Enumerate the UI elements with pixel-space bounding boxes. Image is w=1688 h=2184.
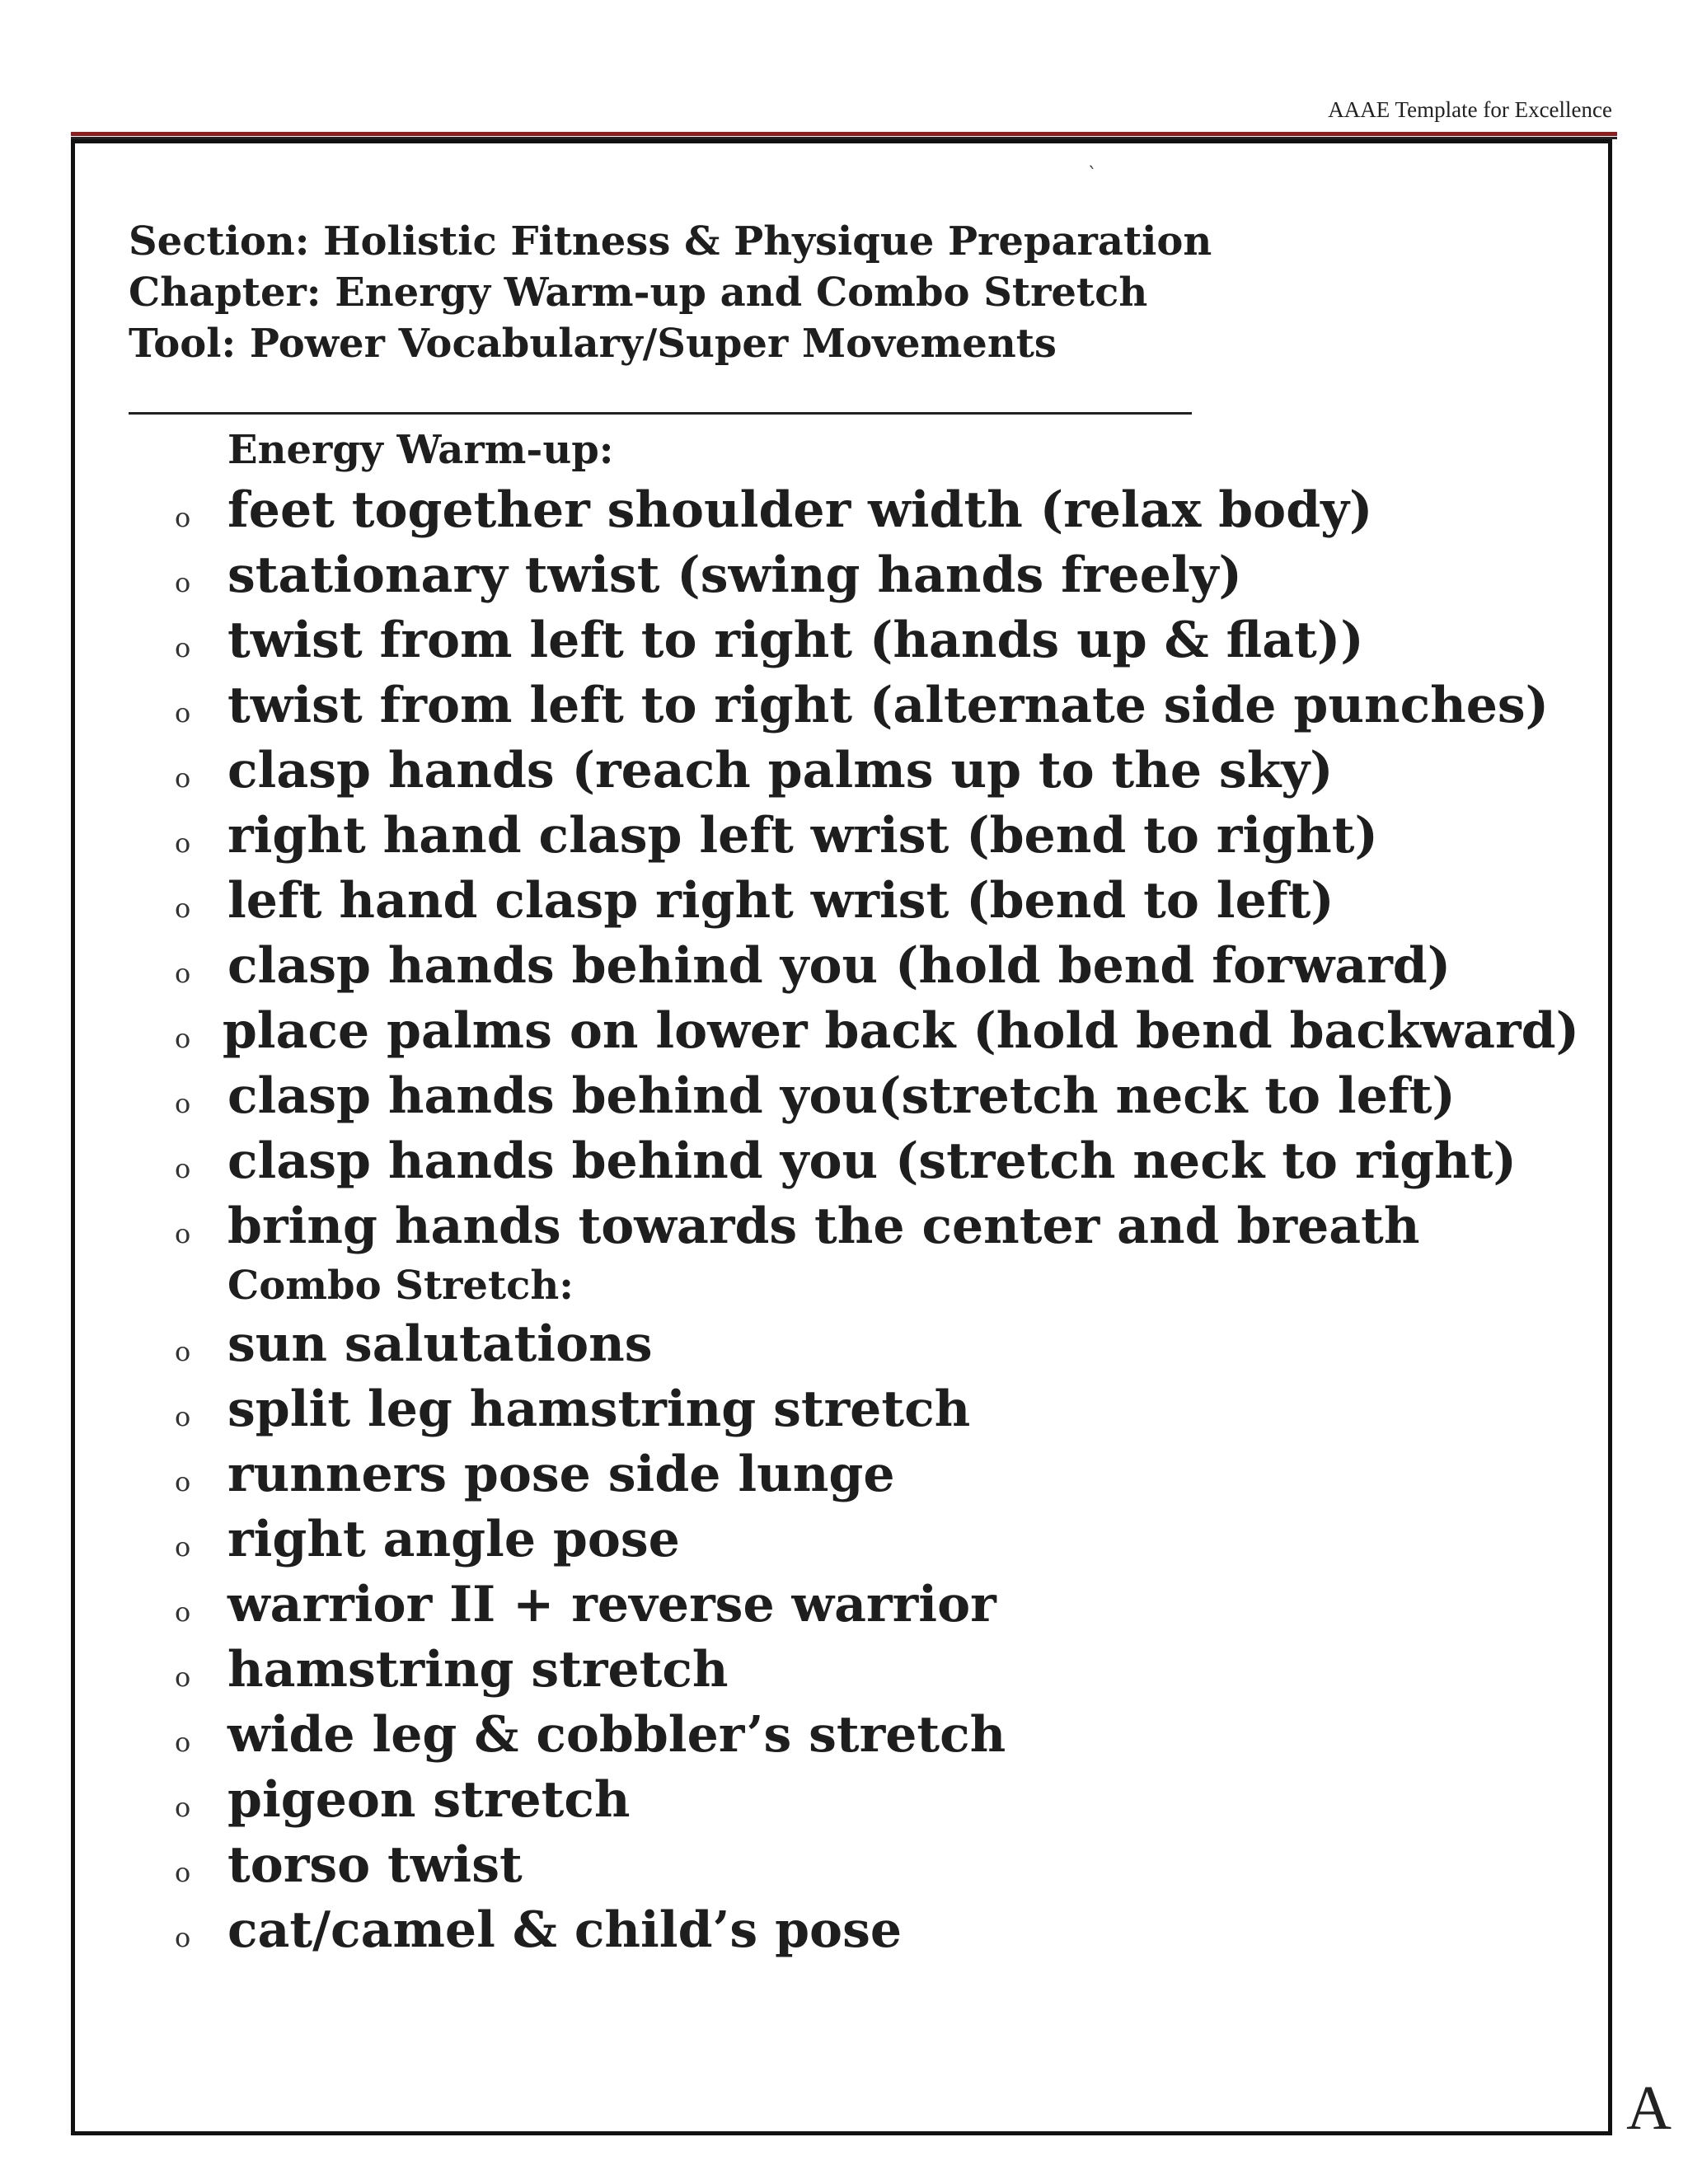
bullet-marker: o xyxy=(175,1857,191,1888)
bullet-marker: o xyxy=(175,632,191,663)
list-item-text: right angle pose xyxy=(227,1511,680,1568)
list-item-text: place palms on lower back (hold bend backward) xyxy=(222,1002,1579,1060)
list-item xyxy=(129,1129,1579,1194)
list-item-text: feet together shoulder width (relax body) xyxy=(227,481,1373,539)
list-item xyxy=(129,869,1579,934)
section-title: Section: Holistic Fitness & Physique Preparation xyxy=(129,218,1212,265)
list-item-text: wide leg & cobbler’s stretch xyxy=(227,1706,1006,1764)
bullet-marker: o xyxy=(175,567,191,598)
list-item xyxy=(129,1377,1579,1442)
bullet-marker: o xyxy=(175,1336,191,1367)
list-item xyxy=(129,543,1579,608)
list-item-text: clasp hands (reach palms up to the sky) xyxy=(227,742,1334,799)
bullet-marker: o xyxy=(175,958,191,989)
list-item-text: twist from left to right (alternate side punches) xyxy=(227,677,1550,734)
list-item xyxy=(129,673,1579,738)
header-note: AAAE Template for Excellence xyxy=(1328,97,1612,122)
list-item xyxy=(129,1194,1579,1259)
tool-title: Tool: Power Vocabulary/Super Movements xyxy=(129,321,1057,367)
combo-list xyxy=(129,1312,1579,1963)
list-item-text: runners pose side lunge xyxy=(227,1446,895,1503)
list-item-text: hamstring stretch xyxy=(227,1641,729,1699)
list-item xyxy=(129,934,1579,999)
heading-block xyxy=(129,216,1212,369)
bullet-marker: o xyxy=(175,1596,191,1628)
list-item xyxy=(129,738,1579,804)
list-item xyxy=(129,608,1579,673)
bullet-marker: o xyxy=(175,1218,191,1249)
bullet-marker: o xyxy=(175,1023,191,1054)
list-item xyxy=(129,1312,1579,1377)
list-item-text: left hand clasp right wrist (bend to left) xyxy=(227,872,1334,930)
bullet-marker: o xyxy=(175,1727,191,1758)
list-item-text: twist from left to right (hands up & flat)) xyxy=(227,612,1364,669)
chapter-title: Chapter: Energy Warm-up and Combo Stretch xyxy=(129,269,1148,316)
bullet-marker: o xyxy=(175,1661,191,1693)
list-item-text: cat/camel & child’s pose xyxy=(227,1901,903,1959)
bullet-marker: o xyxy=(175,1922,191,1953)
list-item-text: stationary twist (swing hands freely) xyxy=(227,546,1242,604)
bullet-marker: o xyxy=(175,1088,191,1119)
list-item-text: clasp hands behind you (hold bend forward) xyxy=(227,937,1451,995)
warmup-list xyxy=(129,478,1579,1259)
bullet-marker: o xyxy=(175,893,191,924)
list-item-text: sun salutations xyxy=(227,1315,653,1373)
list-item xyxy=(129,1572,1579,1638)
exercise-list xyxy=(129,422,1579,1963)
bullet-marker: o xyxy=(175,1153,191,1184)
list-item xyxy=(129,1442,1579,1507)
list-item-text: clasp hands behind you(stretch neck to left) xyxy=(227,1067,1456,1125)
section-divider xyxy=(129,412,1192,415)
list-item xyxy=(129,1768,1579,1833)
warmup-heading: Energy Warm-up: xyxy=(227,427,614,473)
list-item xyxy=(129,1898,1579,1963)
list-item xyxy=(129,1833,1579,1898)
list-item-text: pigeon stretch xyxy=(227,1771,631,1829)
list-item-text: torso twist xyxy=(227,1836,523,1894)
list-item xyxy=(129,1703,1579,1768)
bullet-marker: o xyxy=(175,762,191,794)
bullet-marker: o xyxy=(175,1792,191,1823)
list-item-text: bring hands towards the center and breath xyxy=(227,1197,1420,1255)
bullet-marker: o xyxy=(175,827,191,859)
list-item-text: clasp hands behind you (stretch neck to right) xyxy=(227,1132,1517,1190)
list-item xyxy=(129,478,1579,543)
list-item xyxy=(129,999,1579,1064)
list-item xyxy=(129,1638,1579,1703)
list-item-text: split leg hamstring stretch xyxy=(227,1380,971,1438)
bullet-marker: o xyxy=(175,1466,191,1497)
list-item-text: warrior II + reverse warrior xyxy=(227,1576,996,1633)
list-item xyxy=(129,804,1579,869)
bullet-marker: o xyxy=(175,1401,191,1432)
list-item-text: right hand clasp left wrist (bend to right) xyxy=(227,807,1378,865)
tick-mark: ` xyxy=(1088,165,1097,185)
bullet-marker: o xyxy=(175,697,191,729)
bullet-marker: o xyxy=(175,1531,191,1563)
list-item xyxy=(129,1064,1579,1129)
combo-heading: Combo Stretch: xyxy=(227,1263,574,1309)
header-rule-red xyxy=(71,132,1617,136)
bullet-marker: o xyxy=(175,502,191,533)
corner-letter: A xyxy=(1626,2074,1672,2143)
list-item xyxy=(129,1507,1579,1572)
